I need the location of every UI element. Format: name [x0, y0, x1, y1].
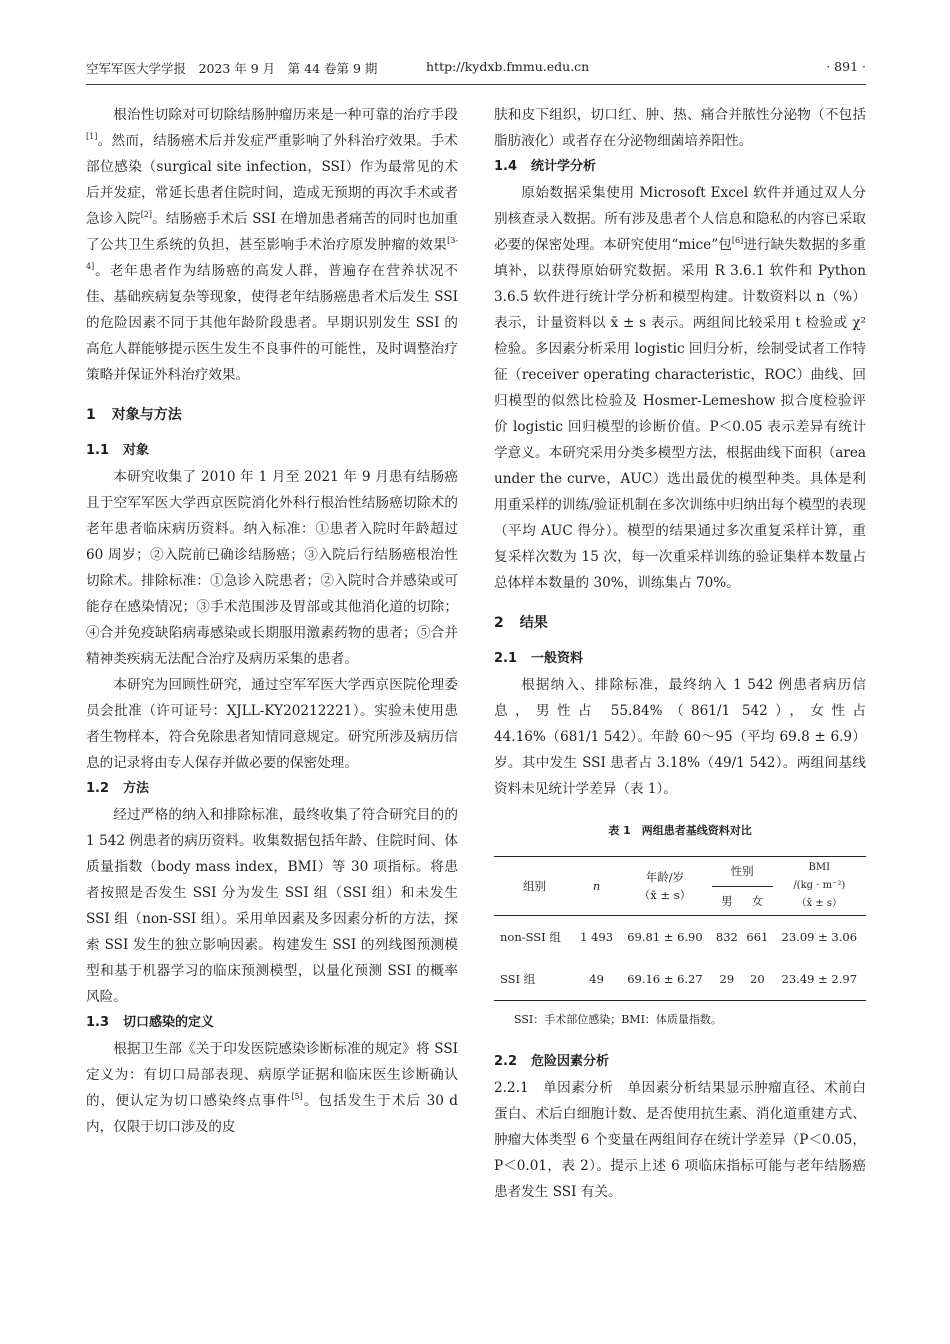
methods-paragraph: 经过严格的纳入和排除标准，最终收集了符合研究目的的 1 542 例患者的病历资料。收集数据包括年龄、住院时间、体质量指数（body mass index，BMI）等 30 项指标。将患者按照是否发生 SSI 分为发生 SSI 组（SSI 组）和未发生 SSI 组（non-SSI 组）。采用单因素及多因素分析的方法，探索 SSI 发生的独立影响因素。构建发生 SSI 的列线图预测模型和基于机器学习的临床预测模型，以量化预测 SSI 的概率风险。	[86, 807, 458, 1005]
running-header	[86, 59, 866, 83]
left-column	[86, 102, 458, 1140]
journal-url[interactable]: http://kydxb.fmmu.edu.cn	[426, 59, 590, 74]
objects-paragraph: 本研究收集了 2010 年 1 月至 2021 年 9 月患有结肠癌且于空军军医大学西京医院消化外科行根治性结肠癌切除术的老年患者临床病历资料。纳入标准：①患者入院时年龄超过 60 周岁；②入院前已确诊结肠癌；③入院后行结肠癌根治性切除术。排除标准：①急诊入院患者；②入院时合并感染或可能存在感染情况；③手术范围涉及胃部或其他消化道的切除；④合并免疫缺陷病毒感染或长期服用激素药物的患者；⑤合并精神类疾病无法配合治疗及病历采集的患者。	[86, 469, 458, 667]
section-1-4-heading: 1.4 统计学分析	[494, 159, 597, 174]
journal-info: 空军军医大学学报 2023 年 9 月 第 44 卷第 9 期	[86, 61, 378, 76]
section-1-3-heading: 1.3 切口感染的定义	[86, 1015, 215, 1030]
right-column	[494, 102, 866, 1205]
col-header-bmi: BMI /(kg · m⁻²) （x̄ ± s）	[773, 857, 866, 916]
table-1	[494, 818, 866, 1033]
section-1-2-heading: 1.2 方法	[86, 781, 150, 796]
section-2-1-heading: 2.1 一般资料	[494, 651, 584, 666]
col-header-n: n	[575, 857, 618, 916]
intro-paragraph: 根治性切除对可切除结肠肿瘤历来是一种可靠的治疗手段[1]。然而，结肠癌术后并发症严重影响了外科治疗效果。手术部位感染（surgical site infection，SSI）作为最常见的术后并发症，常延长患者住院时间，造成无预期的再次手术或者急诊入院[2]。结肠癌手术后 SSI 在增加患者痛苦的同时也加重了公共卫生系统的负担，甚至影响手术治疗原发肿瘤的效果[3-4]。老年患者作为结肠癌的高发人群，普遍存在营养状况不佳、基础疾病复杂等现象，使得老年结肠癌患者术后发生 SSI 的危险因素不同于其他年龄阶段患者。早期识别发生 SSI 的高危人群能够提示医生发生不良事件的可能性，及时调整治疗策略并保证外科治疗效果。	[86, 107, 458, 383]
section-2-2-heading: 2.2 危险因素分析	[494, 1054, 610, 1069]
general-data-paragraph: 根据纳入、排除标准，最终纳入 1 542 例患者病历信息，男性占 55.84%（861/1 542），女性占 44.16%（681/1 542）。年龄 60～95（平均 69.8 ± 6.9）岁。其中发生 SSI 患者占 3.18%（49/1 542）。两组间基线资料未见统计学差异（表 1）。	[494, 677, 866, 797]
ethics-paragraph: 本研究为回顾性研究，通过空军军医大学西京医院伦理委员会批准（许可证号：XJLL-KY20212221）。实验未使用患者生物样本，符合免除患者知情同意规定。研究所涉及病历信息的记录将由专人保存并做必要的保密处理。	[86, 677, 458, 771]
col-header-group: 组别	[494, 857, 575, 916]
citation-6[interactable]: [6]	[731, 236, 744, 245]
definition-continued: 肤和皮下组织，切口红、肿、热、痛合并脓性分泌物（不包括脂肪液化）或者存在分泌物细菌培养阳性。	[494, 107, 866, 149]
page-number: · 891 ·	[826, 59, 866, 74]
citation-1[interactable]: [1]	[86, 132, 98, 141]
col-header-age: 年龄/岁 （x̄ ± s）	[618, 857, 711, 916]
table-1-note: SSI：手术部位感染；BMI：体质量指数。	[514, 1013, 722, 1026]
table-row: SSI 组 49 69.16 ± 6.27 29 20 23.49 ± 2.97	[494, 958, 866, 1001]
section-1-heading: 1 对象与方法	[86, 407, 182, 423]
col-header-female: 女	[751, 893, 764, 908]
section-1-1-heading: 1.1 对象	[86, 443, 150, 458]
table-1-title: 表 1 两组患者基线资料对比	[608, 824, 752, 837]
col-header-sex: 性别	[712, 857, 773, 887]
citation-5[interactable]: [5]	[291, 1092, 303, 1101]
citation-3-4[interactable]: [3-4]	[86, 236, 458, 271]
table-row: non-SSI 组 1 493 69.81 ± 6.90 832 661 23.09 ± 3.06	[494, 916, 866, 959]
citation-2[interactable]: [2]	[140, 210, 153, 219]
definition-paragraph: 根据卫生部《关于印发医院感染诊断标准的规定》将 SSI 定义为：有切口局部表现、病原学证据和临床医生诊断确认的，便认定为切口感染终点事件[5]。包括发生于术后 30 d 内，仅限于切口涉及的皮	[86, 1041, 458, 1135]
baseline-table	[494, 856, 866, 1001]
univariate-paragraph: 2.2.1 单因素分析 单因素分析结果显示肿瘤直径、术前白蛋白、术后白细胞计数、是否使用抗生素、消化道重建方式、肿瘤大体类型 6 个变量在两组间存在统计学差异（P＜0.05，P＜0.01，表 2）。提示上述 6 项临床指标可能与老年结肠癌患者发生 SSI 有关。	[494, 1080, 867, 1200]
section-2-heading: 2 结果	[494, 615, 548, 631]
header-rule	[86, 84, 866, 85]
col-header-male: 男	[721, 893, 733, 908]
statistics-paragraph: 原始数据采集使用 Microsoft Excel 软件并通过双人分别核查录入数据。所有涉及患者个人信息和隐私的内容已采取必要的保密处理。本研究使用“mice”包[6]进行缺失数据的多重填补，以获得原始研究数据。采用 R 3.6.1 软件和 Python 3.6.5 软件进行统计学分析和模型构建。计数资料以 n（%）表示，计量资料以 x̄ ± s 表示。两组间比较采用 t 检验或 χ² 检验。多因素分析采用 logistic 回归分析，绘制受试者工作特征（receiver operating characteristic，ROC）曲线、回归模型的似然比检验及 Hosmer-Lemeshow 拟合度检验评价 logistic 回归模型的诊断价值。P＜0.05 表示差异有统计学意义。本研究采用分类多模型方法，根据曲线下面积（area under the curve，AUC）选出最优的模型种类。具体是利用重采样的训练/验证机制在多次训练中归纳出每个模型的表现（平均 AUC 得分）。模型的结果通过多次重复采样计算，重复采样次数为 15 次，每一次重采样训练的验证集样本数量占总体样本数量的 30%，训练集占 70%。	[494, 185, 866, 591]
